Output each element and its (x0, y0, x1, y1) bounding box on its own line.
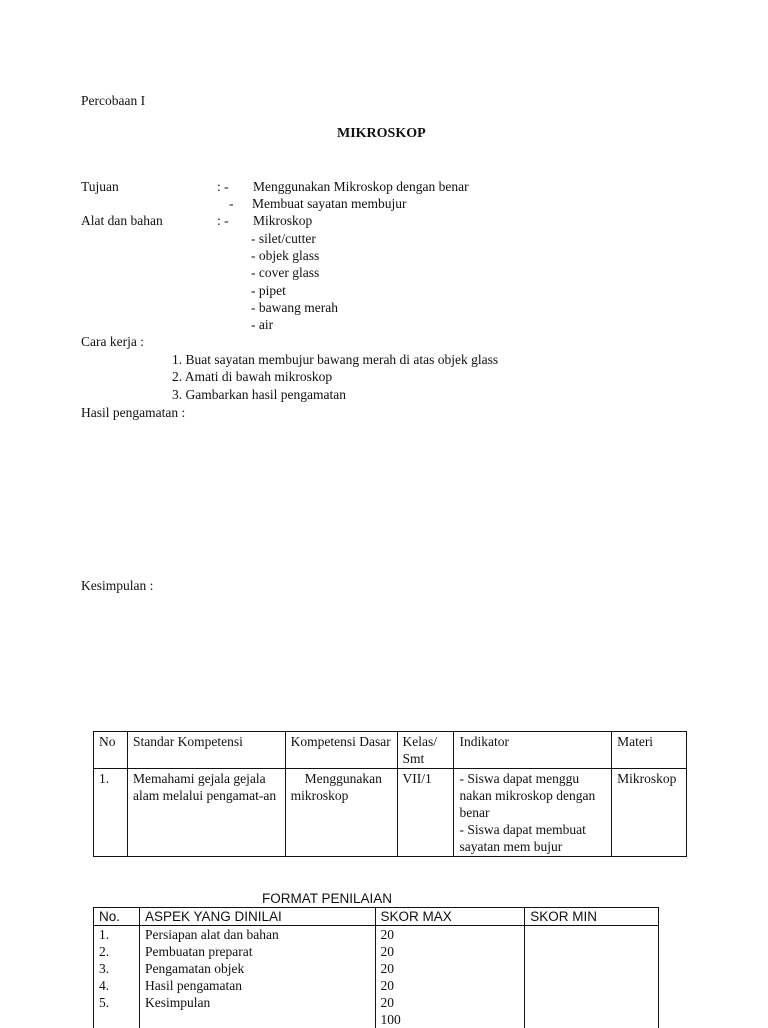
table-row (94, 926, 659, 1028)
cara-step: 3. Gambarkan hasil pengamatan (172, 386, 346, 403)
row-aspek: Pembuatan preparat (145, 943, 370, 960)
header-no: No (94, 732, 128, 769)
row-no: 2. (99, 943, 134, 960)
table-header-row (94, 908, 659, 926)
tujuan-item: Menggunakan Mikroskop dengan benar (253, 178, 469, 195)
header-indikator: Indikator (454, 732, 612, 769)
cell-aspek (139, 926, 375, 1028)
tujuan-label: Tujuan (81, 178, 119, 195)
alat-item: - air (251, 316, 273, 333)
row-max: 20 (381, 943, 520, 960)
header-kelas: Kelas/ Smt (397, 732, 454, 769)
row-aspek: Persiapan alat dan bahan (145, 926, 370, 943)
tujuan-colon-dash: : - (217, 178, 229, 195)
header-materi: Materi (612, 732, 687, 769)
cara-step: 2. Amati di bawah mikroskop (172, 368, 332, 385)
header-aspek: ASPEK YANG DINILAI (139, 908, 375, 926)
cell-kompetensi-dasar: Menggunakan mikroskop (285, 769, 397, 857)
row-max: 20 (381, 977, 520, 994)
cell-skor-max (375, 926, 525, 1028)
cell-materi: Mikroskop (612, 769, 687, 857)
penilaian-table (93, 907, 659, 1028)
row-max: 20 (381, 994, 520, 1011)
alat-label: Alat dan bahan (81, 212, 163, 229)
header-kompetensi-dasar: Kompetensi Dasar (285, 732, 397, 769)
cell-no (94, 926, 140, 1028)
indikator-item: - Siswa dapat membuat sayatan mem bujur (459, 821, 606, 855)
row-no-empty (99, 1011, 134, 1028)
cell-indikator (454, 769, 612, 857)
row-max: 20 (381, 960, 520, 977)
total-score: 100 (381, 1011, 520, 1028)
cell-kelas: VII/1 (397, 769, 454, 857)
penilaian-title: FORMAT PENILAIAN (262, 890, 392, 907)
alat-item: - pipet (251, 282, 286, 299)
row-no: 1. (99, 926, 134, 943)
alat-colon-dash: : - (217, 212, 229, 229)
cara-step: 1. Buat sayatan membujur bawang merah di atas objek glass (172, 351, 498, 368)
cell-standar-kompetensi: Memahami gejala gejala alam melalui pengamat-an (127, 769, 285, 857)
alat-item: - cover glass (251, 264, 319, 281)
row-aspek: Hasil pengamatan (145, 977, 370, 994)
alat-item: - silet/cutter (251, 230, 316, 247)
experiment-label: Percobaan I (81, 92, 145, 109)
cara-label: Cara kerja : (81, 333, 144, 350)
hasil-label: Hasil pengamatan : (81, 404, 185, 421)
tujuan-dash: - (229, 195, 234, 212)
table-row (94, 769, 687, 857)
header-skor-max: SKOR MAX (375, 908, 525, 926)
row-aspek-empty (145, 1011, 370, 1028)
kesimpulan-label: Kesimpulan : (81, 577, 153, 594)
cell-skor-min (525, 926, 659, 1028)
row-no: 4. (99, 977, 134, 994)
alat-item: - objek glass (251, 247, 319, 264)
alat-item: Mikroskop (253, 212, 312, 229)
row-aspek: Pengamatan objek (145, 960, 370, 977)
alat-item: - bawang merah (251, 299, 338, 316)
row-no: 5. (99, 994, 134, 1011)
tujuan-item: Membuat sayatan membujur (252, 195, 406, 212)
header-no: No. (94, 908, 140, 926)
row-no: 3. (99, 960, 134, 977)
indikator-item: - Siswa dapat menggu nakan mikroskop dengan benar (459, 770, 606, 821)
header-standar-kompetensi: Standar Kompetensi (127, 732, 285, 769)
row-max: 20 (381, 926, 520, 943)
header-skor-min: SKOR MIN (525, 908, 659, 926)
competency-table (93, 731, 687, 857)
table-header-row (94, 732, 687, 769)
page-title: MIKROSKOP (337, 125, 426, 142)
row-aspek: Kesimpulan (145, 994, 370, 1011)
cell-no: 1. (94, 769, 128, 857)
